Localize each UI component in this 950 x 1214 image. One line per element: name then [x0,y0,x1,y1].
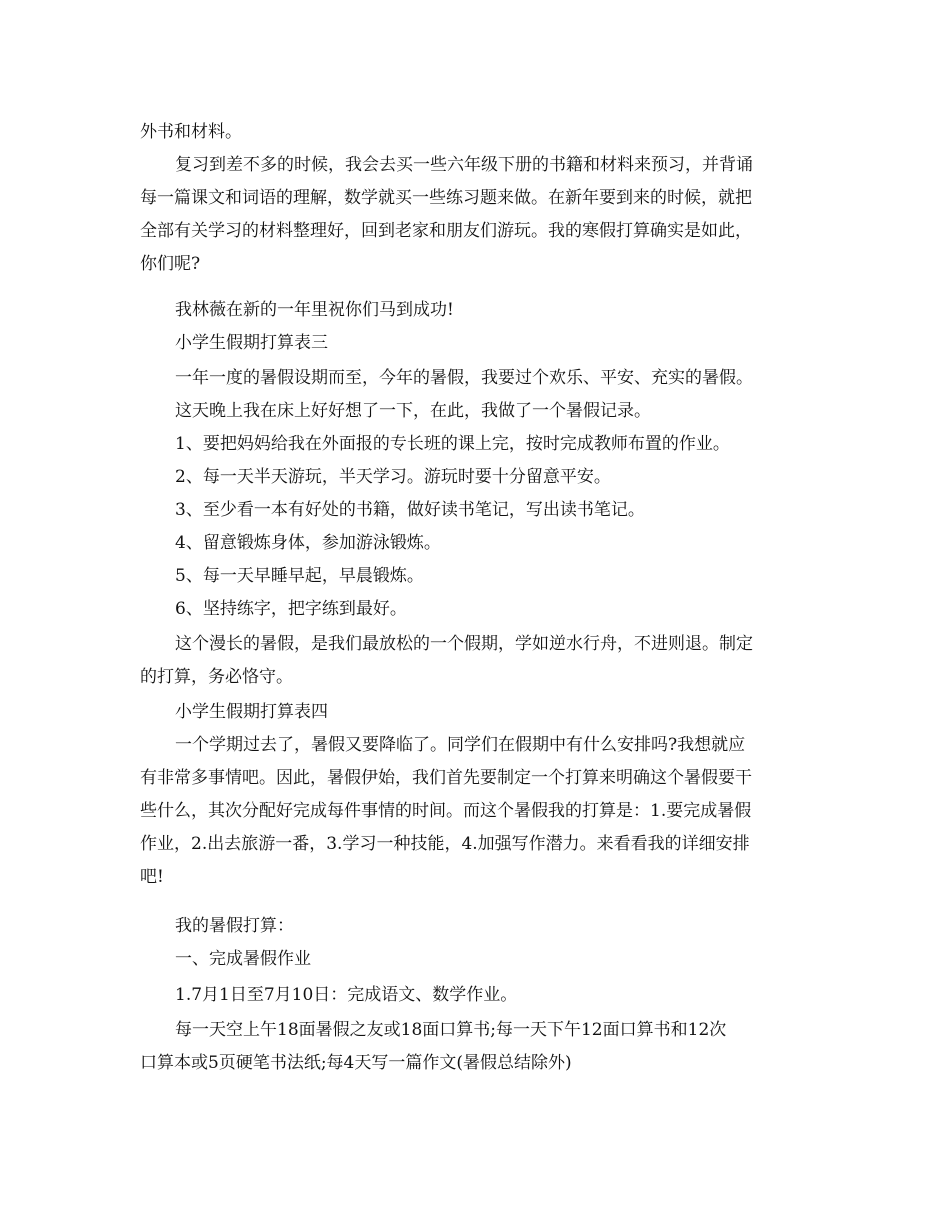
paragraph-line: 有非常多事情吧。因此，暑假伊始，我们首先要制定一个打算来明确这个暑假要干 [140,768,752,788]
list-item: 1、要把妈妈给我在外面报的专长班的课上完，按时完成教师布置的作业。 [175,434,730,454]
list-item: 5、每一天早睡早起，早晨锻炼。 [175,566,424,586]
paragraph-line: 外书和材料。 [140,122,242,142]
paragraph-line: 我的暑假打算： [175,916,294,936]
paragraph-line: 的打算，务必恪守。 [140,667,293,687]
section-heading: 一、完成暑假作业 [175,949,311,969]
paragraph-line: 一个学期过去了，暑假又要降临了。同学们在假期中有什么安排吗?我想就应 [175,735,746,755]
paragraph-line: 口算本或5页硬笔书法纸;每4天写一篇作文(暑假总结除外) [140,1053,572,1073]
paragraph-line: 你们呢? [140,254,201,274]
list-item: 6、坚持练字，把字练到最好。 [175,599,407,619]
paragraph-line: 每一天空上午18面暑假之友或18面口算书;每一天下午12面口算书和12次 [175,1020,727,1040]
paragraph-line: 每一篇课文和词语的理解，数学就买一些练习题来做。在新年要到来的时候，就把 [140,188,752,208]
paragraph-line: 复习到差不多的时候，我会去买一些六年级下册的书籍和材料来预习，并背诵 [175,155,753,175]
list-item: 2、每一天半天游玩，半天学习。游玩时要十分留意平安。 [175,467,611,487]
section-heading: 小学生假期打算表四 [175,702,328,722]
paragraph-line: 些什么，其次分配好完成每件事情的时间。而这个暑假我的打算是：1.要完成暑假 [140,801,752,821]
paragraph-line: 我林薇在新的一年里祝你们马到成功! [175,300,454,320]
paragraph-line: 吧! [140,867,164,887]
list-item: 1.7月1日至7月10日：完成语文、数学作业。 [175,985,518,1005]
paragraph-line: 这天晚上我在床上好好想了一下，在此，我做了一个暑假记录。 [175,401,651,421]
list-item: 4、留意锻炼身体，参加游泳锻炼。 [175,533,441,553]
paragraph-line: 全部有关学习的材料整理好，回到老家和朋友们游玩。我的寒假打算确实是如此， [140,221,752,241]
section-heading: 小学生假期打算表三 [175,333,328,353]
paragraph-line: 这个漫长的暑假，是我们最放松的一个假期，学如逆水行舟，不进则退。制定 [175,634,753,654]
paragraph-line: 作业，2.出去旅游一番，3.学习一种技能，4.加强写作潜力。来看看我的详细安排 [140,834,750,854]
paragraph-line: 一年一度的暑假设期而至，今年的暑假，我要过个欢乐、平安、充实的暑假。 [175,368,753,388]
list-item: 3、至少看一本有好处的书籍，做好读书笔记，写出读书笔记。 [175,500,645,520]
